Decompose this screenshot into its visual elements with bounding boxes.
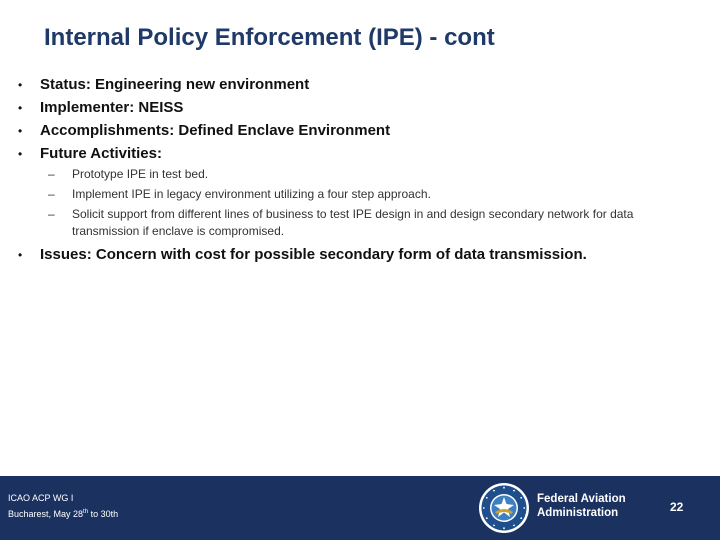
sub-bullet-text: Prototype IPE in test bed. xyxy=(72,167,209,181)
footer-conference-info xyxy=(8,491,118,521)
footer-location xyxy=(8,505,118,521)
bullet-dot: • xyxy=(18,124,23,138)
faa-seal-icon xyxy=(478,482,530,534)
bullet-dot: • xyxy=(18,78,23,92)
bullet-text: Implementer: NEISS xyxy=(40,99,184,116)
bullet-text: Accomplishments: Defined Enclave Environment xyxy=(40,122,391,139)
sub-bullet-text: Solicit support from different lines of business to test IPE design in and design secondary network for data transmission if enclave is compromised. xyxy=(72,207,634,238)
footer-location-sup: th xyxy=(83,509,89,515)
sub-bullet-dash: – xyxy=(48,167,55,181)
footer-location-prefix: Bucharest, May 28 xyxy=(8,509,84,519)
bullet-text: Future Activities: xyxy=(40,145,162,162)
sub-bullet-solicit xyxy=(48,206,698,240)
bullet-text: Issues: Concern with cost for possible secondary form of data transmission. xyxy=(40,246,587,263)
agency-line-2: Administration xyxy=(537,507,619,519)
sub-bullet-dash: – xyxy=(48,187,55,201)
bullet-dot: • xyxy=(18,248,23,262)
page-number: 22 xyxy=(670,500,684,514)
bullet-dot: • xyxy=(18,147,23,161)
bullet-future-activities xyxy=(18,145,688,163)
bullet-text: Status: Engineering new environment xyxy=(40,76,310,93)
sub-bullet-dash: – xyxy=(48,207,55,221)
bullet-implementer xyxy=(18,99,688,117)
footer-agency-name xyxy=(537,492,626,520)
bullet-issues xyxy=(18,246,688,264)
agency-line-1: Federal Aviation xyxy=(537,493,626,505)
sub-bullet-text: Implement IPE in legacy environment utilizing a four step approach. xyxy=(72,187,431,201)
footer-bar xyxy=(0,476,720,540)
bullet-accomplishments xyxy=(18,122,688,140)
slide-title: Internal Policy Enforcement (IPE) - cont xyxy=(44,24,495,51)
footer-location-suffix: to 30th xyxy=(88,509,119,519)
bullet-status xyxy=(18,76,688,94)
footer-conference: ICAO ACP WG I xyxy=(8,493,74,503)
bullet-dot: • xyxy=(18,101,23,115)
sub-bullet-prototype xyxy=(48,166,698,183)
sub-bullet-implement xyxy=(48,186,698,203)
